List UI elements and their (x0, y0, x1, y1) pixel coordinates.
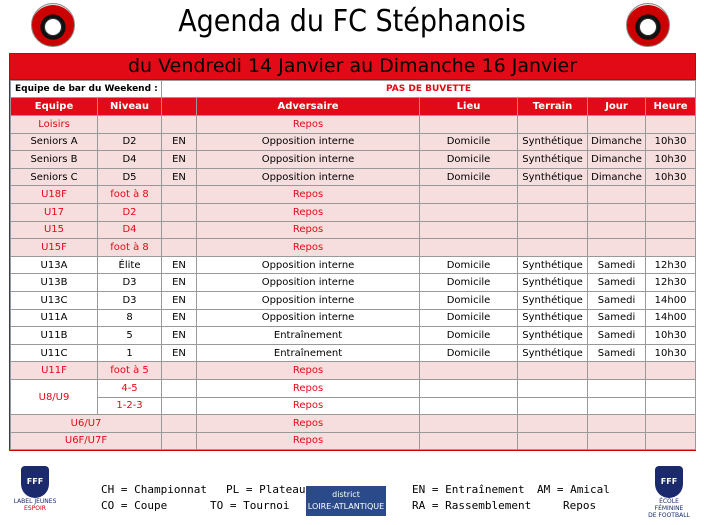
cell-comp (162, 379, 197, 397)
cell-comp: EN (162, 151, 197, 169)
cell-empty (518, 379, 588, 397)
table-row (11, 291, 696, 309)
agenda-table (10, 80, 696, 450)
cell-equipe: U15F (11, 239, 98, 257)
table-row (11, 379, 696, 397)
legend-ch: CH = Championnat (101, 483, 207, 496)
table-row (11, 133, 696, 151)
header-row (11, 98, 696, 116)
cell-empty (646, 415, 696, 433)
cell-niveau: D3 (98, 291, 162, 309)
cell-niveau: D4 (98, 221, 162, 239)
cell-equipe: U11A (11, 309, 98, 327)
cell-terrain: Synthétique (518, 291, 588, 309)
cell-lieu: Domicile (420, 133, 518, 151)
cell-lieu: Domicile (420, 151, 518, 169)
cell-equipe: U18F (11, 186, 98, 204)
cell-lieu (420, 203, 518, 221)
cell-equipe: U13A (11, 256, 98, 274)
cell-adversaire: Opposition interne (197, 274, 420, 292)
cell-terrain: Synthétique (518, 309, 588, 327)
cell-empty (420, 397, 518, 415)
cell-adversaire: Opposition interne (197, 168, 420, 186)
cell-niveau: D4 (98, 151, 162, 169)
table-row (11, 432, 696, 450)
cell-terrain (518, 362, 588, 380)
cell-comp (162, 221, 197, 239)
fff-ecole-feminine-logo (644, 466, 694, 519)
cell-jour: Samedi (588, 309, 646, 327)
bar-label: Equipe de bar du Weekend : (11, 81, 162, 98)
logo-text: LOIRE-ATLANTIQUE (307, 502, 385, 511)
cell-terrain (518, 116, 588, 134)
cell-equipe: U8/U9 (11, 379, 98, 414)
cell-terrain: Synthétique (518, 133, 588, 151)
col-terrain: Terrain (518, 98, 588, 116)
cell-adversaire: Repos (197, 415, 420, 433)
cell-terrain: Synthétique (518, 256, 588, 274)
cell-comp: EN (162, 309, 197, 327)
table-row (11, 397, 696, 415)
cell-comp (162, 397, 197, 415)
cell-niveau: D5 (98, 168, 162, 186)
legend-to: TO = Tournoi (210, 499, 290, 512)
page-title: Agenda du FC Stéphanois (178, 4, 526, 39)
cell-comp (162, 415, 197, 433)
cell-comp (162, 186, 197, 204)
cell-niveau: foot à 8 (98, 186, 162, 204)
cell-lieu (420, 221, 518, 239)
cell-lieu: Domicile (420, 344, 518, 362)
cell-empty (646, 379, 696, 397)
cell-empty (518, 397, 588, 415)
cell-niveau: D2 (98, 203, 162, 221)
cell-empty (420, 432, 518, 450)
cell-heure: 14h00 (646, 309, 696, 327)
cell-comp (162, 116, 197, 134)
col-lieu: Lieu (420, 98, 518, 116)
cell-heure: 10h30 (646, 168, 696, 186)
cell-equipe: U13C (11, 291, 98, 309)
cell-adversaire: Repos (197, 362, 420, 380)
cell-equipe: Seniors C (11, 168, 98, 186)
cell-jour: Dimanche (588, 168, 646, 186)
table-row (11, 274, 696, 292)
football-icon (639, 18, 657, 36)
cell-equipe: U15 (11, 221, 98, 239)
cell-empty (420, 379, 518, 397)
cell-empty (646, 397, 696, 415)
cell-heure: 10h30 (646, 327, 696, 345)
cell-adversaire: Repos (197, 239, 420, 257)
table-row (11, 344, 696, 362)
cell-jour (588, 221, 646, 239)
header (0, 0, 704, 50)
cell-equipe: Loisirs (11, 116, 98, 134)
cell-equipe: U13B (11, 274, 98, 292)
cell-terrain (518, 239, 588, 257)
fff-label-jeunes-logo (10, 466, 60, 512)
cell-lieu (420, 186, 518, 204)
col-heure: Heure (646, 98, 696, 116)
cell-comp (162, 432, 197, 450)
table-row (11, 256, 696, 274)
cell-heure (646, 239, 696, 257)
cell-jour: Samedi (588, 291, 646, 309)
table-row (11, 415, 696, 433)
cell-jour: Samedi (588, 344, 646, 362)
col-equipe: Equipe (11, 98, 98, 116)
fff-shield-icon: FFF (21, 466, 49, 498)
col-niveau: Niveau (98, 98, 162, 116)
cell-lieu: Domicile (420, 309, 518, 327)
cell-lieu (420, 362, 518, 380)
cell-terrain: Synthétique (518, 327, 588, 345)
cell-niveau: 8 (98, 309, 162, 327)
cell-niveau: D3 (98, 274, 162, 292)
logo-text: ÉCOLE FÉMININE (654, 498, 684, 512)
cell-niveau: 4-5 (98, 379, 162, 397)
table-row (11, 221, 696, 239)
table-row (11, 309, 696, 327)
cell-heure: 12h30 (646, 256, 696, 274)
cell-heure (646, 116, 696, 134)
cell-niveau: D2 (98, 133, 162, 151)
fff-shield-icon: FFF (655, 466, 683, 498)
cell-heure (646, 203, 696, 221)
bar-row (11, 81, 696, 98)
cell-comp: EN (162, 291, 197, 309)
cell-adversaire: Repos (197, 221, 420, 239)
cell-heure (646, 221, 696, 239)
cell-comp: EN (162, 344, 197, 362)
table-row (11, 186, 696, 204)
cell-terrain: Synthétique (518, 168, 588, 186)
logo-text: LABEL JEUNES (13, 498, 57, 505)
cell-niveau: 1-2-3 (98, 397, 162, 415)
cell-jour (588, 362, 646, 380)
legend-am: AM = Amical (537, 483, 610, 496)
cell-adversaire: Opposition interne (197, 309, 420, 327)
logo-text: district (332, 490, 360, 499)
cell-heure (646, 362, 696, 380)
cell-jour (588, 239, 646, 257)
district-logo (306, 486, 386, 516)
cell-comp: EN (162, 133, 197, 151)
cell-comp: EN (162, 168, 197, 186)
cell-adversaire: Entraînement (197, 327, 420, 345)
table-row (11, 151, 696, 169)
legend-en: EN = Entraînement (412, 483, 525, 496)
cell-terrain: Synthétique (518, 274, 588, 292)
cell-equipe: U17 (11, 203, 98, 221)
cell-comp: EN (162, 256, 197, 274)
col-jour: Jour (588, 98, 646, 116)
table-row (11, 327, 696, 345)
cell-heure: 12h30 (646, 274, 696, 292)
col-adversaire: Adversaire (197, 98, 420, 116)
cell-adversaire: Repos (197, 116, 420, 134)
cell-empty (588, 379, 646, 397)
cell-lieu: Domicile (420, 256, 518, 274)
cell-adversaire: Opposition interne (197, 133, 420, 151)
cell-heure: 10h30 (646, 133, 696, 151)
cell-adversaire: Repos (197, 379, 420, 397)
cell-jour: Dimanche (588, 151, 646, 169)
logo-text: ESPOIR (24, 505, 46, 512)
legend-co: CO = Coupe (101, 499, 168, 512)
footer (0, 462, 704, 525)
cell-niveau: foot à 8 (98, 239, 162, 257)
table-row (11, 116, 696, 134)
table-row (11, 168, 696, 186)
cell-jour (588, 116, 646, 134)
cell-jour: Samedi (588, 327, 646, 345)
col-comp (162, 98, 197, 116)
cell-equipe: Seniors B (11, 151, 98, 169)
cell-empty (518, 415, 588, 433)
cell-niveau (98, 116, 162, 134)
club-logo-right (626, 3, 670, 47)
date-range: du Vendredi 14 Janvier au Dimanche 16 Janvier (10, 54, 695, 80)
logo-text: DE FOOTBALL (648, 512, 690, 519)
bar-value: PAS DE BUVETTE (162, 81, 696, 98)
cell-equipe: U6F/U7F (11, 432, 162, 450)
cell-adversaire: Repos (197, 186, 420, 204)
cell-adversaire: Opposition interne (197, 256, 420, 274)
cell-adversaire: Repos (197, 432, 420, 450)
legend-repos: Repos (563, 499, 597, 512)
cell-jour: Samedi (588, 256, 646, 274)
cell-adversaire: Repos (197, 397, 420, 415)
cell-equipe: U11F (11, 362, 98, 380)
cell-terrain: Synthétique (518, 344, 588, 362)
cell-comp: EN (162, 274, 197, 292)
cell-jour: Samedi (588, 274, 646, 292)
cell-niveau: Élite (98, 256, 162, 274)
cell-adversaire: Entraînement (197, 344, 420, 362)
cell-niveau: 1 (98, 344, 162, 362)
cell-jour (588, 203, 646, 221)
cell-empty (588, 432, 646, 450)
cell-empty (420, 415, 518, 433)
cell-terrain (518, 203, 588, 221)
cell-lieu: Domicile (420, 291, 518, 309)
cell-jour (588, 186, 646, 204)
cell-heure: 14h00 (646, 291, 696, 309)
cell-lieu: Domicile (420, 168, 518, 186)
cell-adversaire: Repos (197, 203, 420, 221)
cell-empty (646, 432, 696, 450)
table-row (11, 362, 696, 380)
cell-lieu (420, 239, 518, 257)
cell-equipe: Seniors A (11, 133, 98, 151)
cell-heure: 10h30 (646, 151, 696, 169)
cell-comp (162, 362, 197, 380)
cell-heure: 10h30 (646, 344, 696, 362)
cell-terrain (518, 186, 588, 204)
cell-adversaire: Opposition interne (197, 291, 420, 309)
cell-lieu: Domicile (420, 327, 518, 345)
cell-jour: Dimanche (588, 133, 646, 151)
table-row (11, 203, 696, 221)
cell-empty (588, 397, 646, 415)
cell-equipe: U6/U7 (11, 415, 162, 433)
cell-niveau: 5 (98, 327, 162, 345)
legend-pl: PL = Plateau (226, 483, 306, 496)
cell-empty (518, 432, 588, 450)
cell-comp (162, 239, 197, 257)
cell-terrain: Synthétique (518, 151, 588, 169)
cell-empty (588, 415, 646, 433)
agenda-frame (9, 53, 696, 451)
cell-lieu: Domicile (420, 274, 518, 292)
cell-heure (646, 186, 696, 204)
cell-lieu (420, 116, 518, 134)
cell-comp (162, 203, 197, 221)
table-row (11, 239, 696, 257)
cell-adversaire: Opposition interne (197, 151, 420, 169)
cell-niveau: foot à 5 (98, 362, 162, 380)
cell-equipe: U11C (11, 344, 98, 362)
cell-equipe: U11B (11, 327, 98, 345)
cell-comp: EN (162, 327, 197, 345)
legend-ra: RA = Rassemblement (412, 499, 532, 512)
cell-terrain (518, 221, 588, 239)
